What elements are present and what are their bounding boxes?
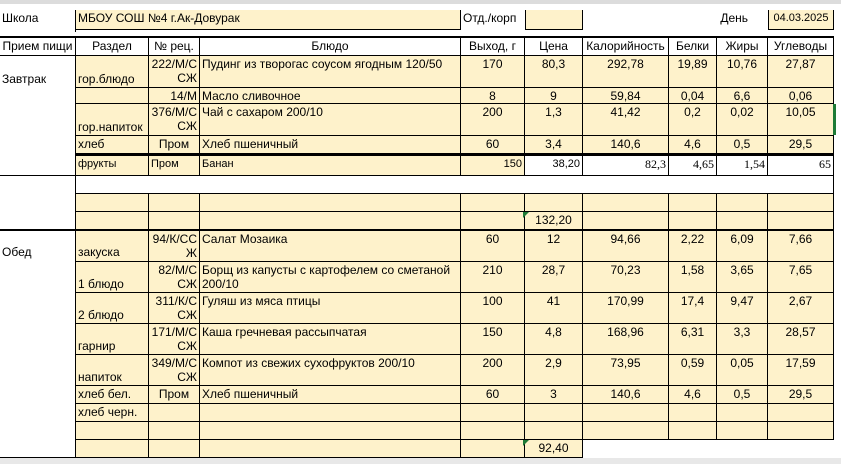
carbs-value: 29,5 — [788, 387, 813, 401]
kcal-cell[interactable] — [583, 355, 669, 386]
kcal-cell[interactable] — [583, 324, 669, 355]
kcal-cell[interactable] — [583, 104, 669, 136]
yield-value: 200 — [482, 356, 503, 370]
price-cell[interactable] — [525, 262, 583, 293]
table-row-section[interactable] — [76, 104, 149, 136]
price-value: 1,3 — [545, 105, 562, 119]
dish-name: Пудинг из творогас соусом ягодным 120/50 — [202, 57, 443, 71]
dish-name: Компот из свежих сухофруктов 200/10 — [202, 356, 415, 370]
col-header-carbs-text: Углеводы — [773, 39, 828, 53]
yield-cell[interactable] — [461, 324, 525, 355]
protein-cell[interactable] — [669, 386, 717, 404]
recipe-cell[interactable] — [149, 88, 200, 104]
protein-cell[interactable] — [669, 404, 717, 422]
col-header-fat-text: Жиры — [725, 39, 759, 53]
dish-cell[interactable] — [200, 262, 461, 293]
table-row-section[interactable] — [76, 262, 149, 293]
empty-cell[interactable] — [149, 212, 200, 230]
price-cell[interactable] — [525, 136, 583, 154]
recipe-cell[interactable] — [149, 293, 200, 324]
fat-value: 3,65 — [730, 263, 754, 277]
protein-value: 4,6 — [684, 137, 701, 151]
kcal-cell[interactable] — [583, 231, 669, 262]
col-header-dish — [200, 38, 461, 56]
price-value: 4,8 — [545, 325, 562, 339]
date-cell[interactable] — [768, 10, 834, 30]
yield-cell[interactable] — [461, 262, 525, 293]
col-header-section-text: Раздел — [92, 39, 132, 53]
carbs-value: 29,5 — [788, 137, 813, 151]
empty-cell[interactable] — [76, 422, 149, 440]
empty-cell[interactable] — [149, 422, 200, 440]
fat-cell[interactable] — [717, 324, 768, 355]
carbs-value: 10,05 — [785, 105, 816, 119]
table-row-section[interactable] — [76, 386, 149, 404]
recipe-cell[interactable] — [149, 262, 200, 293]
empty-cell[interactable] — [200, 422, 461, 440]
school-label-cell[interactable] — [0, 10, 76, 32]
kcal-value: 70,23 — [610, 263, 641, 277]
price-value: 3,4 — [545, 137, 562, 151]
col-header-meal-text: Прием пищи — [2, 39, 73, 53]
school-label: Школа — [2, 11, 39, 25]
fat-value: 9,47 — [730, 294, 754, 308]
price-value: 12 — [546, 232, 561, 246]
dish-cell[interactable] — [200, 386, 461, 404]
col-header-recipe-text: № рец. — [154, 39, 194, 53]
fat-cell[interactable] — [717, 136, 768, 154]
yield-value: 8 — [489, 89, 496, 103]
table-row-section[interactable] — [76, 355, 149, 386]
dish-cell[interactable] — [200, 324, 461, 355]
col-header-recipe — [149, 38, 200, 56]
yield-value: 150 — [503, 158, 522, 170]
fat-cell[interactable] — [717, 386, 768, 404]
breakfast-empty-meal-cell[interactable] — [0, 176, 76, 230]
recipe-cell[interactable] — [149, 156, 200, 176]
kcal-cell[interactable] — [583, 156, 669, 176]
empty-cell[interactable] — [461, 212, 525, 230]
yield-cell[interactable] — [461, 293, 525, 324]
breakfast-total-price: 132,20 — [535, 213, 572, 227]
protein-cell[interactable] — [669, 324, 717, 355]
yield-value: 170 — [482, 57, 503, 71]
table-row-section[interactable] — [76, 324, 149, 355]
recipe-number: 171/М/ССЖ — [151, 325, 197, 353]
carbs-cell[interactable] — [768, 56, 834, 88]
section-label: хлеб черн. — [78, 405, 138, 419]
protein-value: 0,04 — [680, 89, 705, 103]
kcal-cell[interactable] — [583, 262, 669, 293]
recipe-number: 14/М — [170, 89, 197, 103]
table-row-section[interactable] — [76, 88, 149, 104]
empty-cell[interactable] — [669, 212, 717, 230]
kcal-value: 140,6 — [610, 137, 641, 151]
empty-cell[interactable] — [149, 194, 200, 212]
kcal-cell[interactable] — [583, 404, 669, 422]
yield-cell[interactable] — [461, 231, 525, 262]
dish-name: Хлеб пшеничный — [202, 387, 299, 401]
price-cell[interactable] — [525, 156, 583, 176]
empty-cell[interactable] — [76, 194, 149, 212]
protein-value: 19,89 — [677, 57, 708, 71]
formula-indicator-icon — [523, 440, 529, 446]
empty-cell[interactable] — [461, 440, 525, 458]
carbs-cell[interactable] — [768, 262, 834, 293]
dish-name: Гуляш из мяса птицы — [202, 294, 321, 308]
yield-value: 60 — [485, 137, 500, 151]
price-cell[interactable] — [525, 231, 583, 262]
empty-cell[interactable] — [461, 422, 525, 440]
yield-cell[interactable] — [461, 386, 525, 404]
top-edge — [0, 0, 841, 4]
kcal-cell[interactable] — [583, 56, 669, 88]
carbs-cell[interactable] — [768, 386, 834, 404]
col-header-protein — [669, 38, 717, 56]
lunch-total-price: 92,40 — [538, 441, 569, 455]
yield-value: 60 — [485, 387, 500, 401]
meal-lunch-cell[interactable] — [0, 231, 76, 458]
price-cell[interactable] — [525, 56, 583, 88]
carbs-value: 65 — [819, 157, 831, 171]
col-header-meal — [0, 38, 76, 56]
protein-cell[interactable] — [669, 104, 717, 136]
empty-cell[interactable] — [525, 422, 583, 440]
dept-label-cell[interactable] — [461, 10, 525, 32]
dish-cell[interactable] — [200, 104, 461, 136]
carbs-value: 17,59 — [785, 356, 816, 370]
yield-cell[interactable] — [461, 156, 525, 176]
fat-value: 0,5 — [733, 137, 751, 151]
price-value: 38,20 — [552, 158, 580, 170]
protein-cell[interactable] — [669, 293, 717, 324]
fat-cell[interactable] — [717, 104, 768, 136]
fat-cell[interactable] — [717, 355, 768, 386]
date-value: 04.03.2025 — [773, 12, 829, 24]
empty-cell[interactable] — [583, 422, 669, 440]
protein-value: 4,65 — [693, 157, 714, 171]
dish-cell[interactable] — [200, 136, 461, 154]
recipe-number: 376/М/ССЖ — [151, 105, 197, 133]
protein-cell[interactable] — [669, 56, 717, 88]
fat-value: 0,05 — [730, 356, 754, 370]
kcal-cell[interactable] — [583, 386, 669, 404]
empty-area[interactable] — [583, 440, 834, 458]
kcal-value: 292,78 — [607, 57, 644, 71]
recipe-cell[interactable] — [149, 355, 200, 386]
col-header-price — [525, 38, 583, 56]
carbs-value: 28,57 — [785, 325, 816, 339]
protein-cell[interactable] — [669, 355, 717, 386]
col-header-kcal-text: Калорийность — [586, 39, 665, 53]
price-cell[interactable] — [525, 293, 583, 324]
table-row-section[interactable] — [76, 156, 149, 176]
dish-cell[interactable] — [200, 293, 461, 324]
recipe-number: 82/М/ССЖ — [158, 263, 197, 291]
col-header-price-text: Цена — [539, 39, 568, 53]
protein-value: 6,31 — [680, 325, 705, 339]
col-header-protein-text: Белки — [675, 39, 710, 53]
dish-cell[interactable] — [200, 355, 461, 386]
kcal-value: 94,66 — [610, 232, 641, 246]
yield-value: 150 — [482, 325, 503, 339]
empty-cell[interactable] — [200, 212, 461, 230]
fat-value: 6,09 — [730, 232, 754, 246]
recipe-number: 311/К/ССЖ — [155, 294, 197, 322]
empty-cell[interactable] — [149, 440, 200, 458]
yield-value: 60 — [485, 232, 500, 246]
section-label: закуска — [78, 245, 120, 259]
recipe-cell[interactable] — [149, 56, 200, 88]
section-label: хлеб — [78, 137, 105, 151]
table-row-section[interactable] — [76, 404, 149, 422]
carbs-value: 0,06 — [788, 89, 813, 103]
protein-cell[interactable] — [669, 262, 717, 293]
protein-value: 4,6 — [684, 387, 701, 401]
price-cell[interactable] — [525, 104, 583, 136]
col-header-dish-text: Блюдо — [311, 39, 349, 53]
recipe-number: 94/К/ССЖ — [152, 232, 197, 260]
selection-indicator — [833, 104, 836, 135]
empty-cell[interactable] — [200, 440, 461, 458]
dept-label: Отд./корп — [463, 11, 517, 25]
carbs-cell[interactable] — [768, 404, 834, 422]
carbs-cell[interactable] — [768, 324, 834, 355]
fat-cell[interactable] — [717, 56, 768, 88]
dish-name: Банан — [202, 158, 234, 170]
protein-cell[interactable] — [669, 136, 717, 154]
section-label: гор.напиток — [78, 120, 143, 134]
section-label: гор.блюдо — [78, 72, 135, 86]
kcal-value: 170,99 — [607, 294, 644, 308]
table-row-section[interactable] — [76, 293, 149, 324]
recipe-number: 349/М/ССЖ — [151, 356, 197, 384]
yield-cell[interactable] — [461, 56, 525, 88]
protein-value: 2,22 — [680, 232, 705, 246]
recipe-number: Пром — [158, 387, 190, 401]
carbs-value: 27,87 — [785, 57, 816, 71]
protein-value: 0,2 — [684, 105, 701, 119]
dish-name: Чай с сахаром 200/10 — [202, 105, 323, 119]
col-header-yield-text: Выход, г — [469, 39, 516, 53]
fat-cell[interactable] — [717, 231, 768, 262]
price-value: 3 — [550, 387, 557, 401]
kcal-value: 59,84 — [610, 89, 641, 103]
dish-cell[interactable] — [200, 231, 461, 262]
breakfast-total-price-cell[interactable] — [525, 212, 583, 230]
dish-name: Борщ из капусты с картофелем со сметаной 200/10 — [202, 263, 451, 291]
price-cell[interactable] — [525, 404, 583, 422]
empty-cell[interactable] — [768, 194, 834, 212]
dish-name: Каша гречневая рассыпчатая — [202, 325, 367, 339]
fat-value: 10,76 — [726, 57, 758, 71]
meal-breakfast-cell[interactable] — [0, 56, 76, 176]
carbs-cell[interactable] — [768, 355, 834, 386]
kcal-cell[interactable] — [583, 136, 669, 154]
carbs-cell[interactable] — [768, 156, 834, 176]
section-label: 2 блюдо — [78, 308, 124, 322]
yield-value: 200 — [482, 105, 503, 119]
protein-value: 17,4 — [680, 294, 705, 308]
fat-value: 1,54 — [744, 157, 765, 171]
lunch-total-price-cell[interactable] — [525, 440, 583, 458]
table-row-section[interactable] — [76, 136, 149, 154]
recipe-cell[interactable] — [149, 136, 200, 154]
day-label: День — [720, 11, 748, 25]
dish-name: Масло сливочное — [202, 89, 301, 103]
kcal-value: 73,95 — [610, 356, 641, 370]
empty-cell[interactable] — [669, 422, 717, 440]
empty-cell[interactable] — [768, 422, 834, 440]
meal-lunch-label: Обед — [2, 245, 32, 259]
table-row-section[interactable] — [76, 56, 149, 88]
yield-cell[interactable] — [461, 355, 525, 386]
section-label: напиток — [78, 370, 122, 384]
fat-cell[interactable] — [717, 156, 768, 176]
recipe-cell[interactable] — [149, 231, 200, 262]
yield-cell[interactable] — [461, 404, 525, 422]
recipe-number: Пром — [158, 137, 190, 151]
section-label: хлеб бел. — [78, 387, 132, 401]
price-value: 9 — [550, 89, 557, 103]
dish-name: Хлеб пшеничный — [202, 137, 299, 151]
recipe-cell[interactable] — [149, 404, 200, 422]
protein-cell[interactable] — [669, 231, 717, 262]
kcal-cell[interactable] — [583, 88, 669, 104]
fat-value: 3,3 — [733, 325, 751, 339]
price-value: 2,9 — [545, 356, 562, 370]
price-cell[interactable] — [525, 88, 583, 104]
empty-cell[interactable] — [717, 194, 768, 212]
protein-value: 0,59 — [680, 356, 705, 370]
meal-breakfast-label: Завтрак — [2, 72, 47, 86]
kcal-cell[interactable] — [583, 293, 669, 324]
carbs-cell[interactable] — [768, 104, 834, 136]
carbs-cell[interactable] — [768, 88, 834, 104]
col-header-section — [76, 38, 149, 56]
col-header-yield — [461, 38, 525, 56]
protein-cell[interactable] — [669, 88, 717, 104]
carbs-cell[interactable] — [768, 136, 834, 154]
kcal-value: 82,3 — [645, 157, 666, 171]
yield-value: 210 — [482, 263, 503, 277]
dish-cell[interactable] — [200, 156, 461, 176]
dept-value-cell[interactable] — [525, 10, 583, 30]
col-header-carbs — [768, 38, 834, 56]
price-cell[interactable] — [525, 386, 583, 404]
section-label: гарнир — [78, 339, 116, 353]
carbs-cell[interactable] — [768, 293, 834, 324]
price-value: 80,3 — [541, 57, 566, 71]
fat-value: 0,5 — [733, 387, 751, 401]
school-name-cell[interactable] — [76, 10, 461, 30]
carbs-value: 7,66 — [788, 232, 813, 246]
fat-value: 0,02 — [730, 105, 754, 119]
dish-name: Салат Мозаика — [202, 232, 288, 246]
empty-cell[interactable] — [76, 212, 149, 230]
fat-cell[interactable] — [717, 404, 768, 422]
recipe-number: 222/М/ССЖ — [151, 57, 197, 85]
school-name: МБОУ СОШ №4 г.Ак-Довурак — [78, 11, 240, 25]
section-label: фрукты — [78, 158, 117, 170]
price-cell[interactable] — [525, 324, 583, 355]
fat-cell[interactable] — [717, 262, 768, 293]
empty-cell[interactable] — [583, 212, 669, 230]
dish-cell[interactable] — [200, 88, 461, 104]
yield-value: 100 — [482, 294, 503, 308]
empty-cell[interactable] — [669, 194, 717, 212]
empty-row[interactable] — [76, 176, 834, 194]
col-header-fat — [717, 38, 768, 56]
table-row-section[interactable] — [76, 231, 149, 262]
col-header-kcal — [583, 38, 669, 56]
empty-cell[interactable] — [717, 212, 768, 230]
recipe-number: Пром — [151, 158, 179, 170]
empty-cell[interactable] — [200, 194, 461, 212]
bottom-edge — [0, 458, 841, 464]
yield-cell[interactable] — [461, 104, 525, 136]
dish-cell[interactable] — [200, 56, 461, 88]
empty-cell[interactable] — [717, 422, 768, 440]
kcal-value: 41,42 — [610, 105, 641, 119]
yield-cell[interactable] — [461, 88, 525, 104]
dish-cell[interactable] — [200, 404, 461, 422]
protein-cell[interactable] — [669, 156, 717, 176]
section-label: 1 блюдо — [78, 277, 124, 291]
empty-cell[interactable] — [525, 194, 583, 212]
formula-indicator-icon — [523, 212, 529, 218]
fat-value: 6,6 — [733, 89, 751, 103]
kcal-value: 140,6 — [610, 387, 641, 401]
protein-value: 1,58 — [680, 263, 705, 277]
empty-cell[interactable] — [76, 440, 149, 458]
recipe-cell[interactable] — [149, 104, 200, 136]
price-value: 28,7 — [541, 263, 566, 277]
day-label-cell[interactable] — [583, 10, 768, 32]
kcal-value: 168,96 — [607, 325, 644, 339]
recipe-cell[interactable] — [149, 324, 200, 355]
recipe-cell[interactable] — [149, 386, 200, 404]
yield-cell[interactable] — [461, 136, 525, 154]
empty-cell[interactable] — [461, 194, 525, 212]
price-cell[interactable] — [525, 355, 583, 386]
carbs-value: 2,67 — [788, 294, 813, 308]
empty-cell[interactable] — [768, 212, 834, 230]
carbs-cell[interactable] — [768, 231, 834, 262]
carbs-value: 7,65 — [788, 263, 813, 277]
fat-cell[interactable] — [717, 88, 768, 104]
empty-cell[interactable] — [583, 194, 669, 212]
fat-cell[interactable] — [717, 293, 768, 324]
price-value: 41 — [546, 294, 561, 308]
